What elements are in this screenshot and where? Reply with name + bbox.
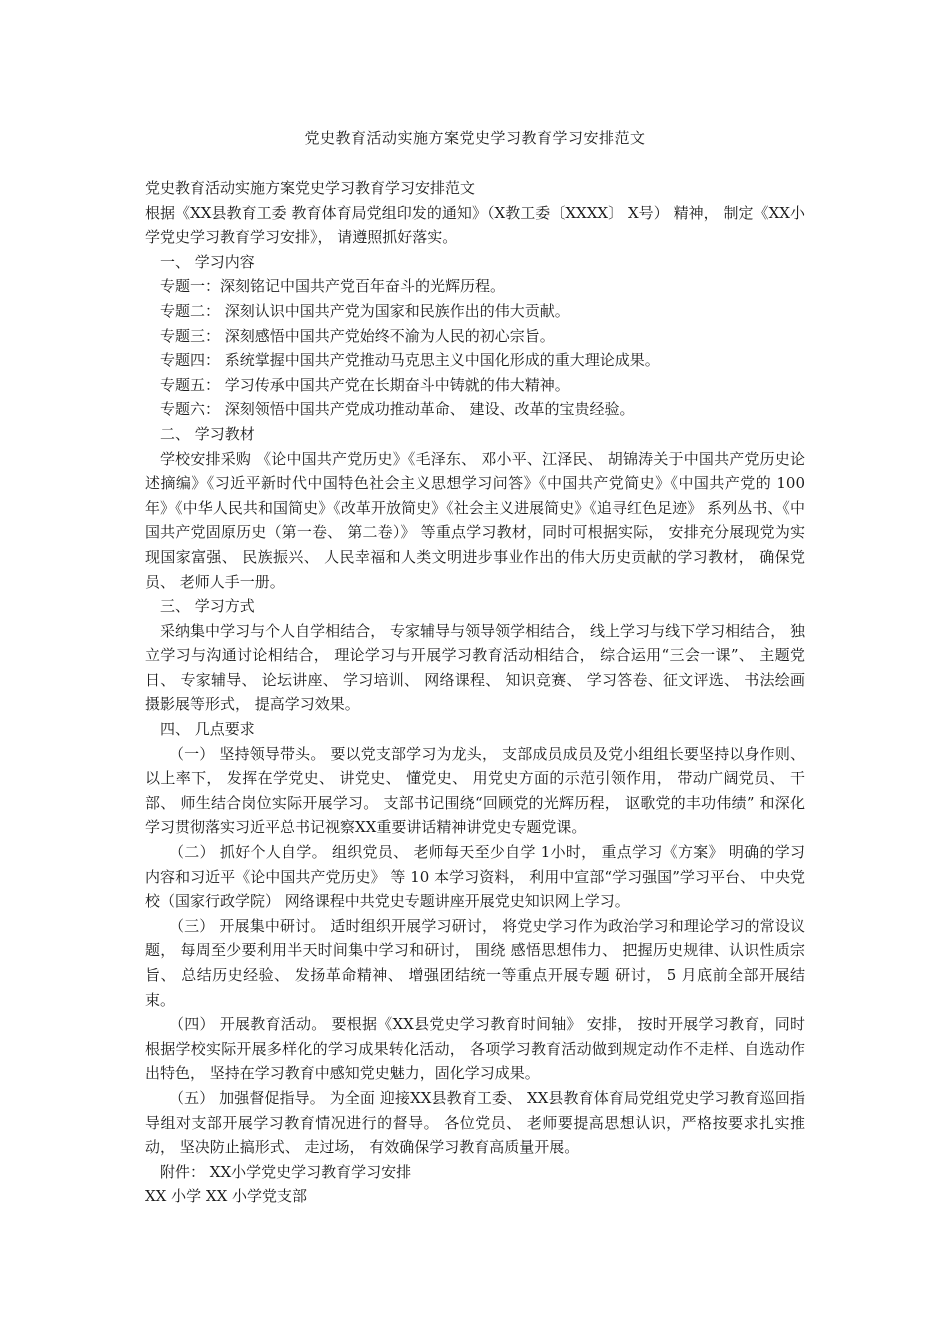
topic-item: 专题五： 学习传承中国共产党在长期奋斗中铸就的伟大精神。 (160, 375, 570, 394)
document-body (145, 176, 805, 1209)
signature-line: XX 小学 XX 小学党支部 (145, 1187, 308, 1206)
section-heading-content: 一、 学习内容 (160, 252, 255, 271)
document-title: 党史教育活动实施方案党史学习教育学习安排范文 (304, 129, 646, 147)
topic-item: 专题四： 系统掌握中国共产党推动马克思主义中国化形成的重大理论成果。 (160, 351, 660, 370)
document-subtitle: 党史教育活动实施方案党史学习教育学习安排范文 (145, 179, 476, 197)
requirement-item: （一） 坚持领导带头。 要以党支部学习为龙头， 支部成员成员及党小组组长要坚持以身作则、 以上率下， 发挥在学党史、 讲党史、 懂党史、 用党史方面的示范引领作用， 带动广阔党员、 干部、 师生结合岗位实际开展学习。 支部书记围绕“回顾党的光辉历程， 讴歌党的丰功伟绩” 和深化学习贯彻落实习近平总书记视察XX重要讲话精神讲党史专题党课。 (145, 744, 805, 837)
section-heading-materials: 二、 学习教材 (160, 424, 255, 443)
topic-item: 专题二： 深刻认识中国共产党为国家和民族作出的伟大贡献。 (160, 301, 570, 320)
requirement-item: （二） 抓好个人自学。 组织党员、 老师每天至少自学 1小时， 重点学习《方案》 明确的学习内容和习近平《论中国共产党历史》 等 10 本学习资料， 利用中宣部“学习强国”学习平台、 中央党校（国家行政学院） 网络课程中共党史专题讲座开展党史知识网上学习。 (145, 843, 805, 911)
requirement-item: （五） 加强督促指导。 为全面 迎接XX县教育工委、 XX县教育体育局党组党史学习教育巡回指导组对支部开展学习教育情况进行的督导。 各位党员、 老师要提高思想认识，严格按要求扎实推动， 坚决防止搞形式、 走过场， 有效确保学习教育高质量开展。 (145, 1088, 805, 1157)
intro-paragraph: 根据《XX县教育工委 教育体育局党组印发的通知》（X教工委〔XXXX〕 X号） 精神， 制定《XX小学党史学习教育学习安排》， 请遵照抓好落实。 (145, 203, 805, 247)
topic-item: 专题一：深刻铭记中国共产党百年奋斗的光辉历程。 (160, 277, 506, 296)
attachment-line: 附件： XX小学党史学习教育学习安排 (160, 1162, 412, 1181)
requirement-item: （四） 开展教育活动。 要根据《XX县党史学习教育时间轴》 安排， 按时开展学习教育，同时根据学校实际开展多样化的学习成果转化活动， 各项学习教育活动做到规定动作不走样、自选动作出特色， 坚持在学习教育中感知党史魅力，固化学习成果。 (145, 1015, 805, 1083)
materials-paragraph: 学校安排采购 《论中国共产党历史》《毛泽东、 邓小平、江泽民、 胡锦涛关于中国共产党历史论述摘编》《习近平新时代中国特色社会主义思想学习问答》《中国共产党简史》《中国共产党的 100 年》《中华人民共和国简史》《改革开放简史》《社会主义进展简史》《追寻红色足迹》 系列丛书、《中国共产党固原历史（第一卷、 第二卷）》 等重点学习教材，同时可根据实际， 安排充分展现党为实现国家富强、 民族振兴、 人民幸福和人类文明进步事业作出的伟大历史贡献的学习教材， 确保党员、 老师人手一册。 (145, 449, 805, 591)
requirement-item: （三） 开展集中研讨。 适时组织开展学习研讨， 将党史学习作为政治学习和理论学习的常设议题， 每周至少要利用半天时间集中学习和研讨， 围绕 感悟思想伟力、 把握历史规律、认识性质宗旨、 总结历史经验、 发扬革命精神、 增强团结统一等重点开展专题 研讨， 5 月底前全部开展结束。 (145, 916, 805, 1009)
section-heading-requirements: 四、 几点要求 (160, 720, 255, 739)
section-heading-methods: 三、 学习方式 (160, 597, 255, 616)
topic-item: 专题六： 深刻领悟中国共产党成功推动革命、 建设、改革的宝贵经验。 (160, 400, 635, 419)
topic-item: 专题三： 深刻感悟中国共产党始终不渝为人民的初心宗旨。 (160, 326, 555, 345)
methods-paragraph: 采纳集中学习与个人自学相结合， 专家辅导与领导领学相结合， 线上学习与线下学习相结合， 独立学习与沟通讨论相结合， 理论学习与开展学习教育活动相结合， 综合运用“三会一课”、 主题党日、 专家辅导、 论坛讲座、 学习培训、 网络课程、 知识竞赛、 学习答卷、征文评选、 书法绘画摄影展等形式， 提高学习效果。 (145, 621, 805, 714)
